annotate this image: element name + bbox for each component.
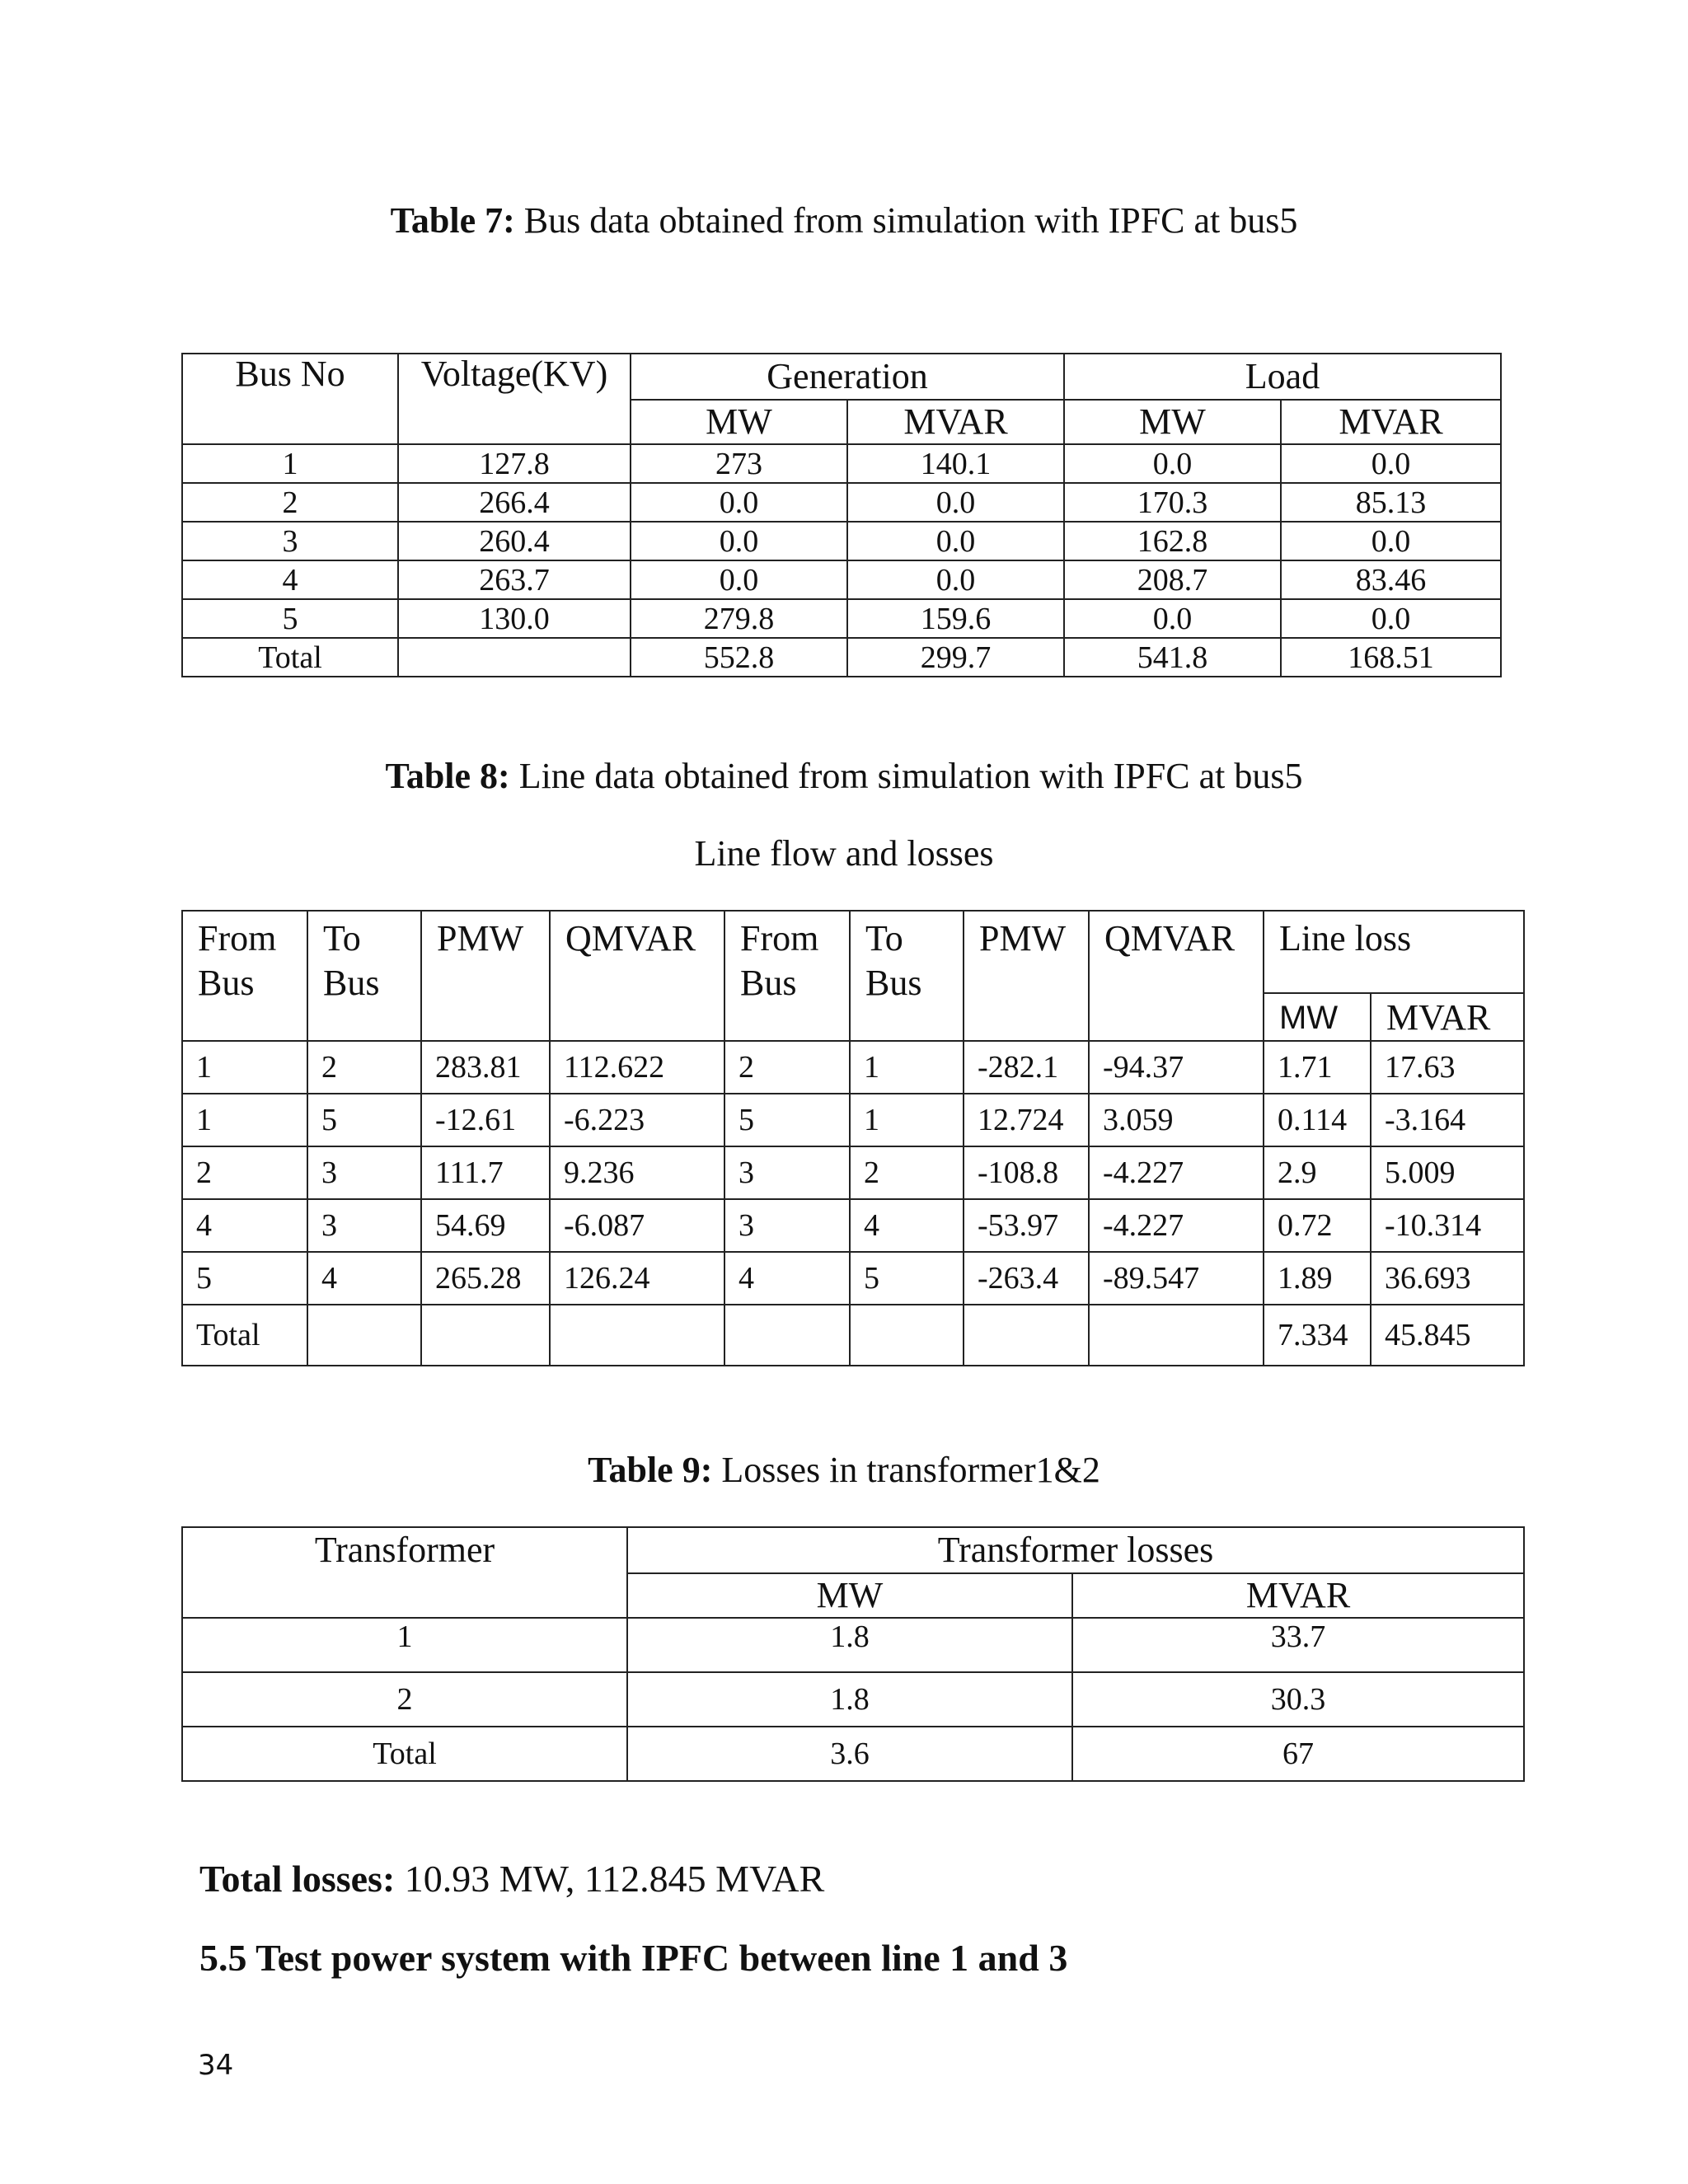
- table-cell: 0.0: [631, 483, 847, 522]
- table-cell: [1089, 1305, 1264, 1366]
- table-cell: 140.1: [847, 444, 1064, 483]
- table-cell: 4: [182, 1199, 307, 1252]
- header-transformer-losses: Transformer losses: [627, 1527, 1524, 1573]
- header-loss-mw: MW: [1264, 993, 1371, 1041]
- table-cell: 299.7: [847, 638, 1064, 677]
- table-cell: 3.6: [627, 1727, 1072, 1781]
- table-cell: [850, 1305, 964, 1366]
- table-row: [182, 1146, 1524, 1199]
- table-row: [182, 1094, 1524, 1146]
- table-cell: 1.8: [627, 1672, 1072, 1727]
- table-cell: 3.059: [1089, 1094, 1264, 1146]
- table-cell: [964, 1305, 1089, 1366]
- table-cell: 1: [850, 1041, 964, 1094]
- total-losses: [199, 1856, 824, 1902]
- total-losses-label: Total losses:: [199, 1858, 396, 1900]
- table-cell: 0.0: [1281, 599, 1501, 638]
- table-cell: 3: [182, 522, 398, 560]
- header-gen-mvar: MVAR: [847, 400, 1064, 444]
- table-row: [182, 444, 1501, 483]
- line-data-table: [181, 910, 1525, 1366]
- table-cell: 273: [631, 444, 847, 483]
- table-cell: 1: [850, 1094, 964, 1146]
- header-qmvar-1: QMVAR: [550, 911, 724, 1041]
- table-cell: 0.0: [1064, 599, 1281, 638]
- header-load-mvar: MVAR: [1281, 400, 1501, 444]
- table-cell: -94.37: [1089, 1041, 1264, 1094]
- table-cell: -10.314: [1371, 1199, 1524, 1252]
- table-cell: 263.7: [398, 560, 631, 599]
- table-cell: 0.0: [1281, 522, 1501, 560]
- table-cell: 54.69: [421, 1199, 550, 1252]
- table-cell: -263.4: [964, 1252, 1089, 1305]
- table-cell: -4.227: [1089, 1146, 1264, 1199]
- table-row: [182, 638, 1501, 677]
- table8-caption-text: Line data obtained from simulation with IPFC at bus5: [509, 756, 1303, 796]
- table-cell: 552.8: [631, 638, 847, 677]
- table-cell: Total: [182, 1305, 307, 1366]
- table-cell: 0.0: [631, 560, 847, 599]
- table-cell: 3: [724, 1146, 850, 1199]
- header-pmw-1: PMW: [421, 911, 550, 1041]
- table-cell: 9.236: [550, 1146, 724, 1199]
- header-transformer: Transformer: [182, 1527, 627, 1618]
- table-cell: 2: [724, 1041, 850, 1094]
- transformer-losses-table: [181, 1526, 1525, 1782]
- table-cell: 159.6: [847, 599, 1064, 638]
- section-heading: 5.5 Test power system with IPFC between line 1 and 3: [199, 1937, 1068, 1979]
- table-cell: 45.845: [1371, 1305, 1524, 1366]
- table-cell: 83.46: [1281, 560, 1501, 599]
- table-cell: 2: [182, 1146, 307, 1199]
- table-cell: 0.72: [1264, 1199, 1371, 1252]
- header-qmvar-2: QMVAR: [1089, 911, 1264, 1041]
- table-cell: -6.223: [550, 1094, 724, 1146]
- table-cell: 1: [182, 1094, 307, 1146]
- table-cell: 260.4: [398, 522, 631, 560]
- table-cell: 0.0: [1064, 444, 1281, 483]
- table-cell: -53.97: [964, 1199, 1089, 1252]
- table-cell: [307, 1305, 421, 1366]
- table-cell: 0.0: [1281, 444, 1501, 483]
- header-line-loss: Line loss: [1264, 911, 1524, 993]
- header-pmw-2: PMW: [964, 911, 1089, 1041]
- header-load: Load: [1064, 354, 1501, 400]
- table-cell: 1.89: [1264, 1252, 1371, 1305]
- table-cell: 17.63: [1371, 1041, 1524, 1094]
- table-cell: 30.3: [1072, 1672, 1524, 1727]
- table-cell: 0.0: [631, 522, 847, 560]
- table-cell: [398, 638, 631, 677]
- table-cell: [550, 1305, 724, 1366]
- table-cell: 0.0: [847, 522, 1064, 560]
- table-cell: 1: [182, 1041, 307, 1094]
- table-cell: 2: [182, 483, 398, 522]
- table-cell: -3.164: [1371, 1094, 1524, 1146]
- table-cell: 85.13: [1281, 483, 1501, 522]
- table-cell: 3: [307, 1146, 421, 1199]
- header-to-bus-2: To Bus: [850, 911, 964, 1041]
- table-cell: 5: [307, 1094, 421, 1146]
- table-cell: 0.114: [1264, 1094, 1371, 1146]
- table-cell: 4: [182, 560, 398, 599]
- table9-caption-text: Losses in transformer1&2: [712, 1450, 1100, 1490]
- table-cell: 170.3: [1064, 483, 1281, 522]
- table-cell: Total: [182, 1727, 627, 1781]
- table-cell: 12.724: [964, 1094, 1089, 1146]
- table-cell: 168.51: [1281, 638, 1501, 677]
- table-cell: 266.4: [398, 483, 631, 522]
- table-cell: 0.0: [847, 560, 1064, 599]
- table-cell: -89.547: [1089, 1252, 1264, 1305]
- table-cell: 112.622: [550, 1041, 724, 1094]
- table-row: [182, 522, 1501, 560]
- table-cell: 2: [850, 1146, 964, 1199]
- table8-caption: [0, 755, 1688, 798]
- table-cell: 265.28: [421, 1252, 550, 1305]
- table-cell: 1: [182, 444, 398, 483]
- table7-caption-label: Table 7:: [390, 200, 515, 241]
- table-cell: 279.8: [631, 599, 847, 638]
- table-cell: 208.7: [1064, 560, 1281, 599]
- table-cell: 4: [307, 1252, 421, 1305]
- table-cell: 2: [307, 1041, 421, 1094]
- table-cell: -6.087: [550, 1199, 724, 1252]
- header-from-bus-1: From Bus: [182, 911, 307, 1041]
- table-cell: 541.8: [1064, 638, 1281, 677]
- table8-subcaption: Line flow and losses: [694, 833, 994, 874]
- total-losses-value: 10.93 MW, 112.845 MVAR: [395, 1858, 825, 1900]
- table-row: [182, 1252, 1524, 1305]
- table-cell: 5: [182, 1252, 307, 1305]
- table-row: [182, 1727, 1524, 1781]
- table-cell: 2.9: [1264, 1146, 1371, 1199]
- header-load-mw: MW: [1064, 400, 1281, 444]
- table-row: [182, 1618, 1524, 1672]
- table-cell: 36.693: [1371, 1252, 1524, 1305]
- table-cell: [724, 1305, 850, 1366]
- line-data-rows: [182, 1041, 1524, 1366]
- table-cell: 162.8: [1064, 522, 1281, 560]
- table-cell: 4: [850, 1199, 964, 1252]
- header-generation: Generation: [631, 354, 1064, 400]
- table-cell: 5: [724, 1094, 850, 1146]
- table-cell: 1: [182, 1618, 627, 1672]
- table-row: [182, 560, 1501, 599]
- header-loss-mvar: MVAR: [1371, 993, 1524, 1041]
- header-from-bus-2: From Bus: [724, 911, 850, 1041]
- table-cell: 67: [1072, 1727, 1524, 1781]
- table-cell: -282.1: [964, 1041, 1089, 1094]
- table-cell: 7.334: [1264, 1305, 1371, 1366]
- header-to-bus-1: To Bus: [307, 911, 421, 1041]
- page-number: 34: [198, 2049, 234, 2082]
- header-bus-no: Bus No: [182, 354, 398, 444]
- header-transformer-mw: MW: [627, 1573, 1072, 1618]
- header-gen-mw: MW: [631, 400, 847, 444]
- header-voltage: Voltage(KV): [398, 354, 631, 444]
- table-cell: 3: [307, 1199, 421, 1252]
- table-cell: 5.009: [1371, 1146, 1524, 1199]
- table-row: [182, 483, 1501, 522]
- bus-data-rows: [182, 444, 1501, 677]
- table-cell: 0.0: [847, 483, 1064, 522]
- table-cell: 1.71: [1264, 1041, 1371, 1094]
- table-cell: 126.24: [550, 1252, 724, 1305]
- transformer-losses-rows: [182, 1618, 1524, 1781]
- table-cell: 130.0: [398, 599, 631, 638]
- table-cell: -12.61: [421, 1094, 550, 1146]
- table-cell: 2: [182, 1672, 627, 1727]
- table-row: [182, 1041, 1524, 1094]
- table8-caption-label: Table 8:: [385, 756, 510, 796]
- table9-caption: [0, 1449, 1688, 1492]
- table-row: [182, 1672, 1524, 1727]
- table9-caption-label: Table 9:: [588, 1450, 713, 1490]
- header-transformer-mvar: MVAR: [1072, 1573, 1524, 1618]
- bus-data-table: [181, 353, 1502, 677]
- table-row: [182, 1305, 1524, 1366]
- table-cell: 127.8: [398, 444, 631, 483]
- table-cell: -4.227: [1089, 1199, 1264, 1252]
- table-cell: 1.8: [627, 1618, 1072, 1672]
- table-cell: [421, 1305, 550, 1366]
- table7-caption-text: Bus data obtained from simulation with IPFC at bus5: [514, 200, 1298, 241]
- table-cell: 4: [724, 1252, 850, 1305]
- table-cell: 111.7: [421, 1146, 550, 1199]
- table-cell: 5: [850, 1252, 964, 1305]
- table-cell: -108.8: [964, 1146, 1089, 1199]
- table7-caption: [0, 199, 1688, 242]
- table-cell: 3: [724, 1199, 850, 1252]
- table-cell: 5: [182, 599, 398, 638]
- table-row: [182, 599, 1501, 638]
- table-cell: Total: [182, 638, 398, 677]
- table-row: [182, 1199, 1524, 1252]
- table-cell: 283.81: [421, 1041, 550, 1094]
- table-cell: 33.7: [1072, 1618, 1524, 1672]
